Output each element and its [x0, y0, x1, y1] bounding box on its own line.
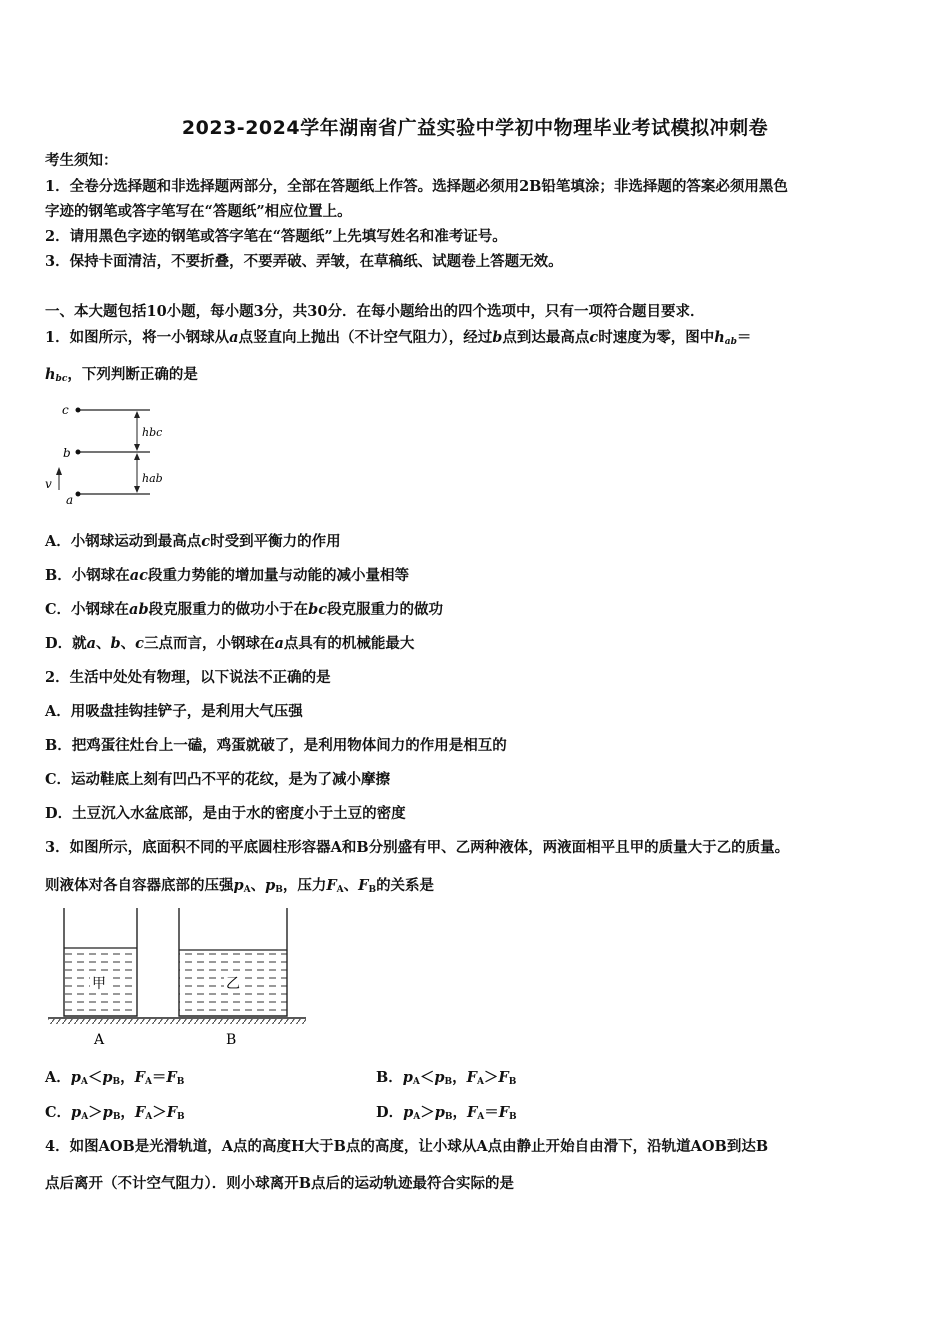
point-c	[76, 408, 81, 413]
ground-hatching	[48, 1019, 306, 1024]
q3-option-b[interactable]: B．$p_A<p_B$，$F_A>F_B$	[376, 1069, 517, 1087]
q2-option-d[interactable]: D．土豆沉入水盆底部，是由于水的密度小于土豆的密度	[45, 805, 406, 822]
q4-stem-line-1: 4．如图AOB是光滑轨道，A点的高度H大于B点的高度，让小球从A点由静止开始自由滑下，沿轨道AOB到达B	[45, 1138, 769, 1155]
velocity-arrow-head	[56, 467, 62, 475]
liquid-yi-label: 乙	[226, 976, 240, 992]
label-hab: hab	[142, 472, 163, 485]
hab-arrow-head-up	[134, 453, 140, 460]
point-a	[76, 492, 81, 497]
label-v: v	[45, 477, 52, 491]
page-title: 2023-2024学年湖南省广益实验中学初中物理毕业考试模拟冲刺卷	[181, 117, 769, 139]
q1-option-d[interactable]: D．就a、b、c三点而言，小钢球在a点具有的机械能最大	[45, 635, 415, 652]
container-b-label: B	[226, 1032, 237, 1048]
label-c: c	[62, 403, 69, 417]
hbc-arrow-head-up	[134, 411, 140, 418]
notice-item-3: 3．保持卡面清洁，不要折叠，不要弄破、弄皱，在草稿纸、试题卷上答题无效。	[45, 253, 563, 270]
q3-option-c[interactable]: C．$p_A>p_B$，$F_A>F_B$	[45, 1104, 185, 1122]
notice-heading: 考生须知：	[45, 152, 118, 169]
q3-option-a[interactable]: A．$p_A<p_B$，$F_A=F_B$	[45, 1069, 185, 1087]
q1-height-diagram	[40, 398, 170, 508]
label-a: a	[66, 493, 74, 507]
section-1-heading: 一、本大题包括10小题，每小题3分，共30分．在每小题给出的四个选项中，只有一项符合题目要求．	[45, 303, 705, 320]
hbc-arrow-head-down	[134, 444, 140, 451]
q3-option-d[interactable]: D．$p_A>p_B$，$F_A=F_B$	[376, 1104, 517, 1122]
q3-stem-line-2: 则液体对各自容器底部的压强$p_A$、$p_B$，压力$F_A$、$F_B$的关系是	[45, 877, 435, 895]
liquid-jia-label: 甲	[92, 976, 106, 992]
hab-arrow-head-down	[134, 486, 140, 493]
q1-option-c[interactable]: C．小钢球在ab段克服重力的做功小于在bc段克服重力的做功	[45, 601, 444, 618]
q2-option-b[interactable]: B．把鸡蛋往灶台上一磕，鸡蛋就破了，是利用物体间力的作用是相互的	[45, 737, 507, 754]
q1-stem-line-2: $h_{bc}$，下列判断正确的是	[45, 366, 198, 384]
label-hbc: hbc	[142, 426, 163, 439]
notice-item-1-line-1: 1．全卷分选择题和非选择题两部分，全部在答题纸上作答。选择题必须用2B铅笔填涂；非选择题的答案必须用黑色	[45, 178, 788, 195]
label-b: b	[63, 446, 71, 460]
point-b	[76, 450, 81, 455]
q4-stem-line-2: 点后离开（不计空气阻力）．则小球离开B点后的运动轨迹最符合实际的是	[45, 1175, 515, 1192]
q1-stem-line-1: 1．如图所示，将一小钢球从a点竖直向上抛出（不计空气阻力），经过b点到达最高点c时速度为零，图中$h_{ab}=$	[45, 329, 752, 347]
container-a-label: A	[94, 1032, 105, 1048]
q3-stem-line-1: 3．如图所示，底面积不同的平底圆柱形容器A和B分别盛有甲、乙两种液体，两液面相平且甲的质量大于乙的质量。	[45, 839, 790, 856]
notice-item-1-line-2: 字迹的钢笔或答字笔写在“答题纸”相应位置上。	[45, 203, 352, 220]
q3-containers-diagram	[40, 902, 320, 1052]
q1-option-a[interactable]: A．小钢球运动到最高点c时受到平衡力的作用	[45, 533, 341, 550]
notice-item-2: 2．请用黑色字迹的钢笔或答字笔在“答题纸”上先填写姓名和准考证号。	[45, 228, 507, 245]
q1-option-b[interactable]: B．小钢球在ac段重力势能的增加量与动能的减小量相等	[45, 567, 409, 584]
q2-option-a[interactable]: A．用吸盘挂钩挂铲子，是利用大气压强	[45, 703, 303, 720]
q2-stem: 2．生活中处处有物理，以下说法不正确的是	[45, 669, 331, 686]
q2-option-c[interactable]: C．运动鞋底上刻有凹凸不平的花纹，是为了减小摩擦	[45, 771, 391, 788]
